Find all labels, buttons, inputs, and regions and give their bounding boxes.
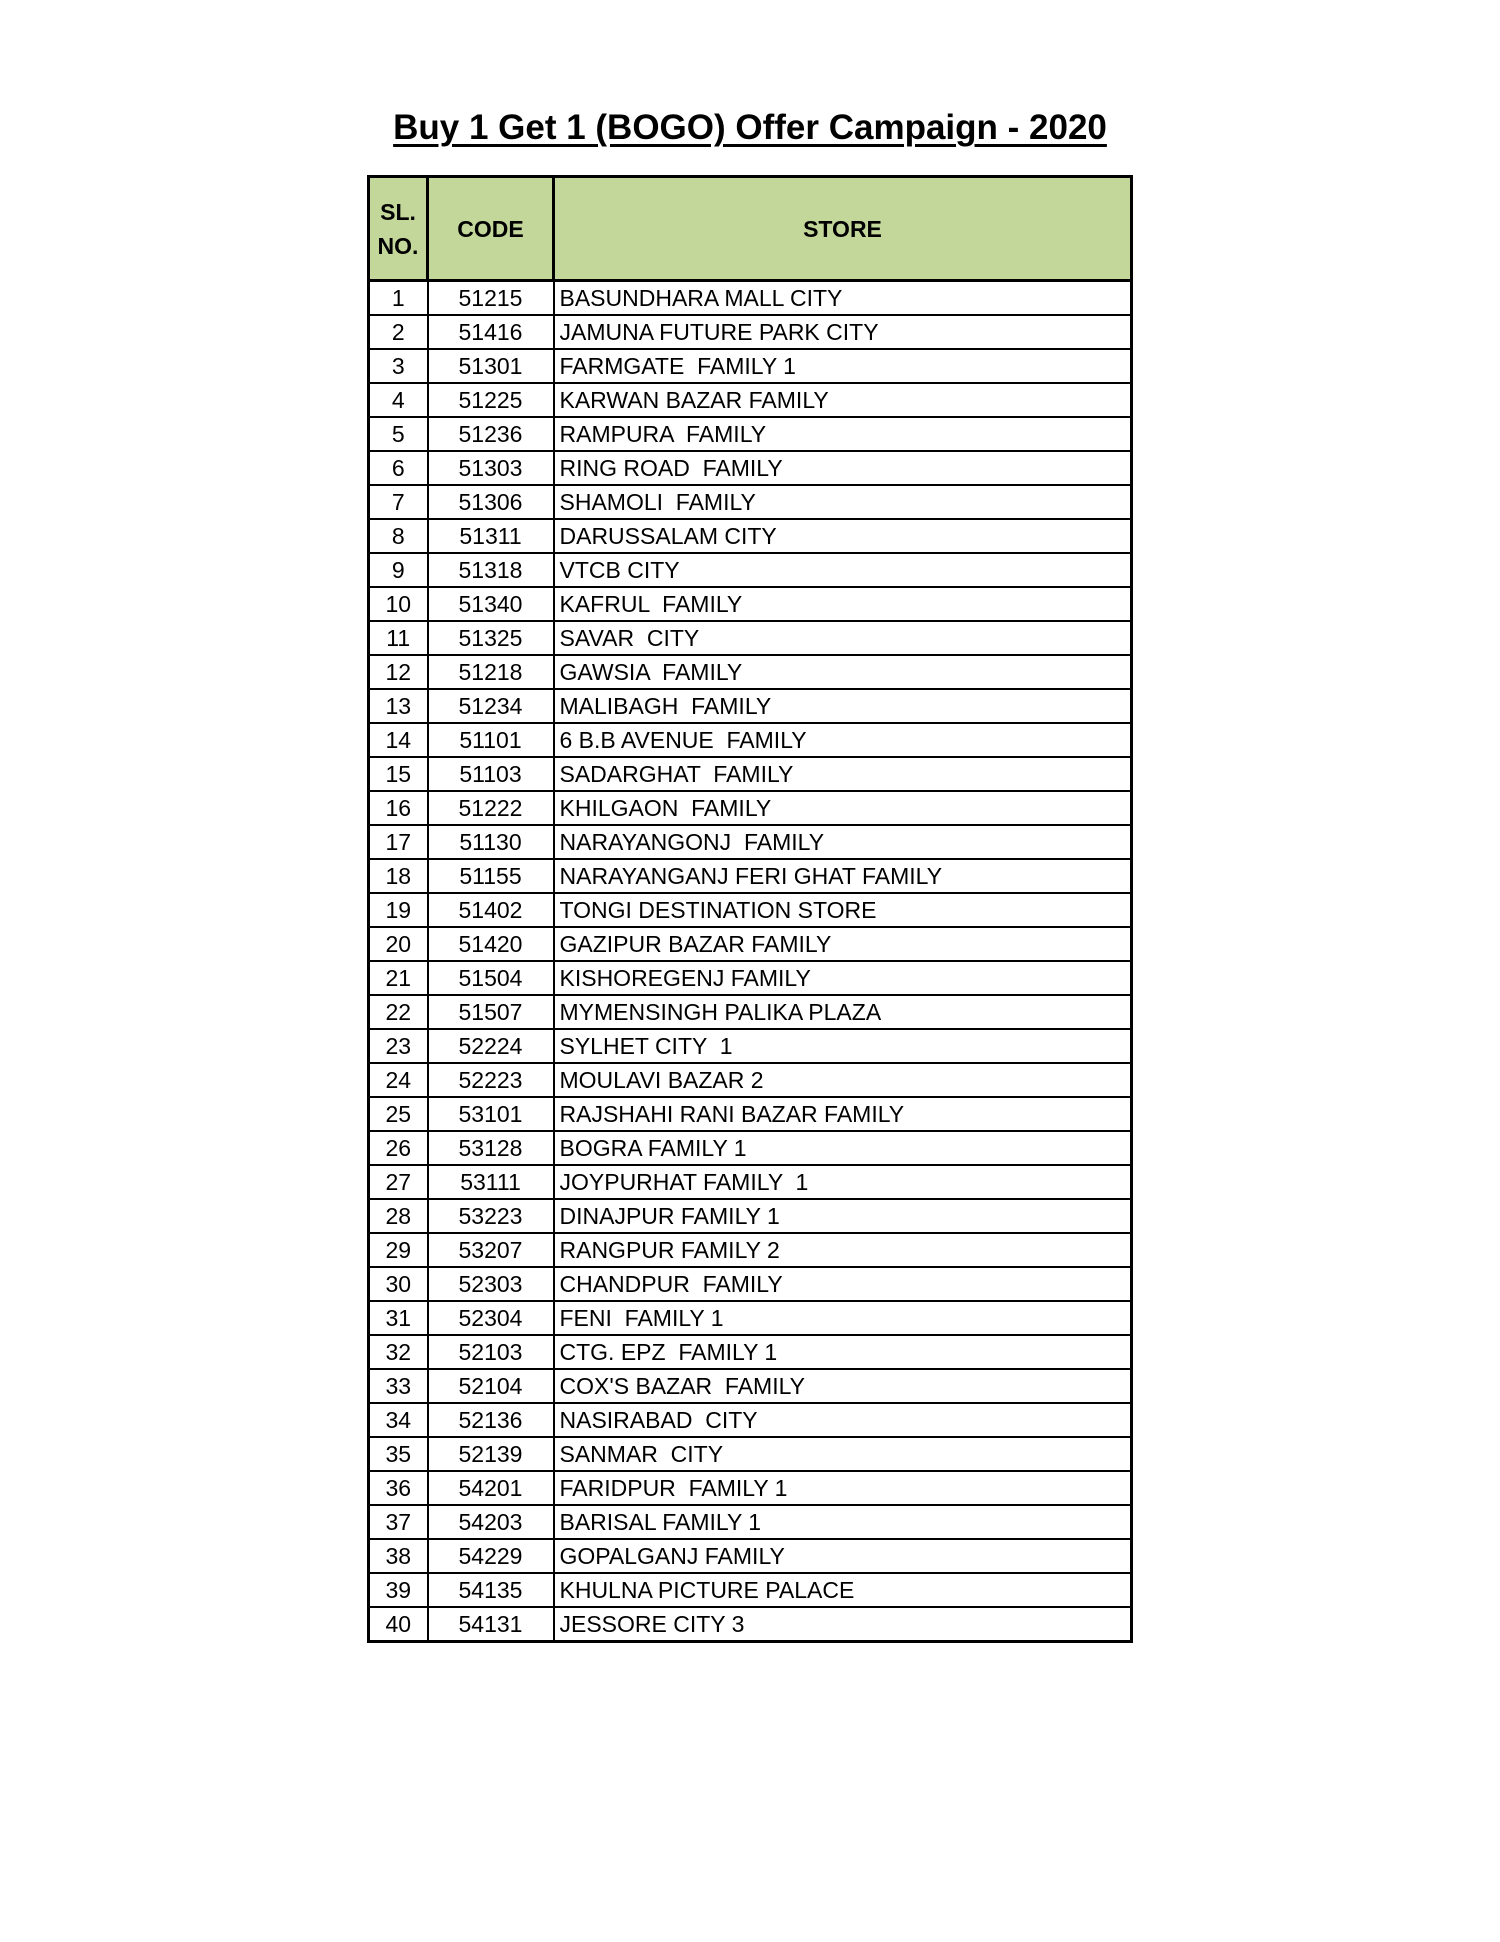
store-cell: RAJSHAHI RANI BAZAR FAMILY [554,1097,1132,1131]
code-cell: 51101 [428,723,554,757]
sl-cell: 28 [369,1199,428,1233]
table-row [369,553,1132,587]
sl-cell: 35 [369,1437,428,1471]
table-row [369,417,1132,451]
store-cell: DINAJPUR FAMILY 1 [554,1199,1132,1233]
store-cell: KARWAN BAZAR FAMILY [554,383,1132,417]
sl-cell: 6 [369,451,428,485]
table-row [369,587,1132,621]
code-cell: 51103 [428,757,554,791]
sl-cell: 17 [369,825,428,859]
store-header: STORE [554,177,1132,281]
sl-cell: 15 [369,757,428,791]
table-row [369,1097,1132,1131]
sl-cell: 38 [369,1539,428,1573]
sl-cell: 36 [369,1471,428,1505]
code-cell: 51325 [428,621,554,655]
code-cell: 53101 [428,1097,554,1131]
code-cell: 54131 [428,1607,554,1642]
code-cell: 51402 [428,893,554,927]
table-row [369,1301,1132,1335]
store-cell: NASIRABAD CITY [554,1403,1132,1437]
table-header [369,177,1132,281]
sl-cell: 20 [369,927,428,961]
code-cell: 51236 [428,417,554,451]
table-row [369,825,1132,859]
code-cell: 52303 [428,1267,554,1301]
table-row [369,621,1132,655]
table-body [369,281,1132,1642]
sl-cell: 1 [369,281,428,316]
sl-cell: 39 [369,1573,428,1607]
sl-cell: 31 [369,1301,428,1335]
store-cell: NARAYANGONJ FAMILY [554,825,1132,859]
store-cell: FENI FAMILY 1 [554,1301,1132,1335]
store-cell: RAMPURA FAMILY [554,417,1132,451]
store-cell: JESSORE CITY 3 [554,1607,1132,1642]
code-cell: 51306 [428,485,554,519]
store-cell: SADARGHAT FAMILY [554,757,1132,791]
store-cell: BOGRA FAMILY 1 [554,1131,1132,1165]
code-cell: 51222 [428,791,554,825]
table-row [369,1233,1132,1267]
store-cell: JAMUNA FUTURE PARK CITY [554,315,1132,349]
table-row [369,1267,1132,1301]
store-cell: VTCB CITY [554,553,1132,587]
sl-cell: 18 [369,859,428,893]
table-row [369,1063,1132,1097]
table-row [369,519,1132,553]
code-cell: 51416 [428,315,554,349]
code-header: CODE [428,177,554,281]
sl-cell: 27 [369,1165,428,1199]
sl-cell: 14 [369,723,428,757]
sl-cell: 23 [369,1029,428,1063]
sl-no-header: SL. NO. [369,177,428,281]
table-row [369,1573,1132,1607]
sl-cell: 16 [369,791,428,825]
table-row [369,315,1132,349]
store-cell: RING ROAD FAMILY [554,451,1132,485]
sl-cell: 8 [369,519,428,553]
store-cell: CHANDPUR FAMILY [554,1267,1132,1301]
table-row [369,1199,1132,1233]
table-row [369,1403,1132,1437]
store-cell: KISHOREGENJ FAMILY [554,961,1132,995]
code-cell: 51507 [428,995,554,1029]
code-cell: 51340 [428,587,554,621]
store-cell: JOYPURHAT FAMILY 1 [554,1165,1132,1199]
code-cell: 51301 [428,349,554,383]
code-cell: 52224 [428,1029,554,1063]
table-row [369,689,1132,723]
sl-cell: 32 [369,1335,428,1369]
table-row [369,1369,1132,1403]
store-cell: DARUSSALAM CITY [554,519,1132,553]
sl-cell: 4 [369,383,428,417]
store-cell: KHULNA PICTURE PALACE [554,1573,1132,1607]
table-row [369,1131,1132,1165]
table-row [369,1165,1132,1199]
code-cell: 52304 [428,1301,554,1335]
table-row [369,961,1132,995]
store-cell: FARMGATE FAMILY 1 [554,349,1132,383]
store-cell: SYLHET CITY 1 [554,1029,1132,1063]
store-cell: SHAMOLI FAMILY [554,485,1132,519]
code-cell: 51225 [428,383,554,417]
store-cell: KAFRUL FAMILY [554,587,1132,621]
table-row [369,995,1132,1029]
table-row [369,1607,1132,1642]
code-cell: 53207 [428,1233,554,1267]
code-cell: 51420 [428,927,554,961]
store-cell: SAVAR CITY [554,621,1132,655]
code-cell: 52103 [428,1335,554,1369]
table-row [369,859,1132,893]
store-cell: GAZIPUR BAZAR FAMILY [554,927,1132,961]
store-cell: MALIBAGH FAMILY [554,689,1132,723]
table-row [369,1505,1132,1539]
sl-cell: 7 [369,485,428,519]
table-row [369,791,1132,825]
sl-cell: 30 [369,1267,428,1301]
code-cell: 53111 [428,1165,554,1199]
code-cell: 51130 [428,825,554,859]
store-cell: KHILGAON FAMILY [554,791,1132,825]
store-cell: SANMAR CITY [554,1437,1132,1471]
sl-cell: 24 [369,1063,428,1097]
store-cell: GAWSIA FAMILY [554,655,1132,689]
sl-cell: 26 [369,1131,428,1165]
table-row [369,1539,1132,1573]
table-row [369,1437,1132,1471]
sl-cell: 34 [369,1403,428,1437]
code-cell: 53128 [428,1131,554,1165]
sl-cell: 29 [369,1233,428,1267]
sl-cell: 11 [369,621,428,655]
code-cell: 52139 [428,1437,554,1471]
sl-cell: 12 [369,655,428,689]
table-row [369,757,1132,791]
code-cell: 51504 [428,961,554,995]
store-cell: NARAYANGANJ FERI GHAT FAMILY [554,859,1132,893]
table-row [369,383,1132,417]
table-row [369,485,1132,519]
sl-cell: 40 [369,1607,428,1642]
store-cell: CTG. EPZ FAMILY 1 [554,1335,1132,1369]
table-row [369,893,1132,927]
code-cell: 51234 [428,689,554,723]
store-cell: GOPALGANJ FAMILY [554,1539,1132,1573]
code-cell: 51215 [428,281,554,316]
code-cell: 53223 [428,1199,554,1233]
code-cell: 51155 [428,859,554,893]
code-cell: 52104 [428,1369,554,1403]
code-cell: 51303 [428,451,554,485]
sl-cell: 13 [369,689,428,723]
code-cell: 54135 [428,1573,554,1607]
store-cell: BARISAL FAMILY 1 [554,1505,1132,1539]
table-row [369,1029,1132,1063]
code-cell: 54203 [428,1505,554,1539]
sl-cell: 5 [369,417,428,451]
table-row [369,1335,1132,1369]
store-cell: 6 B.B AVENUE FAMILY [554,723,1132,757]
code-cell: 51311 [428,519,554,553]
sl-cell: 10 [369,587,428,621]
sl-cell: 2 [369,315,428,349]
table-row [369,349,1132,383]
code-cell: 52136 [428,1403,554,1437]
sl-cell: 3 [369,349,428,383]
sl-cell: 37 [369,1505,428,1539]
table-row [369,1471,1132,1505]
sl-cell: 21 [369,961,428,995]
store-cell: MYMENSINGH PALIKA PLAZA [554,995,1132,1029]
table-row [369,655,1132,689]
table-row [369,281,1132,316]
sl-cell: 9 [369,553,428,587]
table-row [369,451,1132,485]
store-table [367,175,1133,1643]
sl-cell: 22 [369,995,428,1029]
code-cell: 51218 [428,655,554,689]
code-cell: 54201 [428,1471,554,1505]
store-cell: MOULAVI BAZAR 2 [554,1063,1132,1097]
store-cell: RANGPUR FAMILY 2 [554,1233,1132,1267]
store-cell: COX'S BAZAR FAMILY [554,1369,1132,1403]
page-title: Buy 1 Get 1 (BOGO) Offer Campaign - 2020 [393,108,1107,147]
header-row [369,177,1132,281]
code-cell: 52223 [428,1063,554,1097]
sl-cell: 19 [369,893,428,927]
table-row [369,927,1132,961]
store-cell: TONGI DESTINATION STORE [554,893,1132,927]
code-cell: 51318 [428,553,554,587]
store-cell: BASUNDHARA MALL CITY [554,281,1132,316]
table-row [369,723,1132,757]
sl-cell: 25 [369,1097,428,1131]
code-cell: 54229 [428,1539,554,1573]
sl-cell: 33 [369,1369,428,1403]
store-cell: FARIDPUR FAMILY 1 [554,1471,1132,1505]
